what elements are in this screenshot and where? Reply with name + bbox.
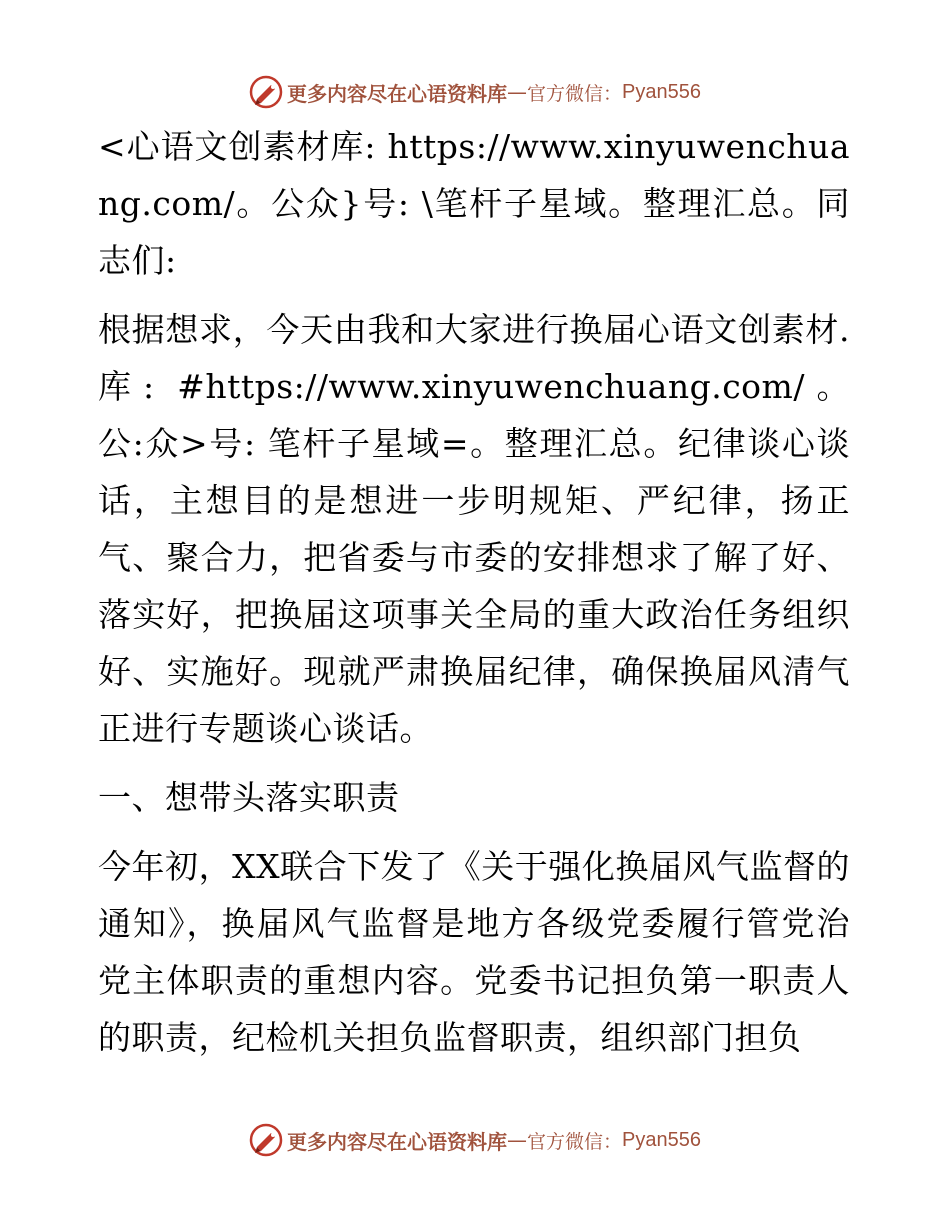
banner-dash: —	[507, 1128, 527, 1152]
section-heading-1: 一、想带头落实职责	[98, 778, 400, 817]
paragraph-intro: <心语文创素材库: https://www.xinyuwenchuang.com/。公众}号: \笔杆子星域。整理汇总。同志们:	[98, 127, 850, 280]
banner-official-label: 官方微信：	[527, 82, 623, 105]
banner-slogan: 更多内容尽在心语资料库	[287, 1129, 507, 1154]
document-body	[98, 118, 850, 1078]
footer-banner	[0, 1120, 950, 1160]
banner-official-label: 官方微信：	[527, 1130, 623, 1153]
pen-logo-icon	[249, 1123, 283, 1157]
banner-wechat-handle: Pyan556	[622, 1128, 701, 1151]
banner-dash: —	[507, 80, 527, 104]
banner-slogan: 更多内容尽在心语资料库	[287, 81, 507, 106]
pen-logo-icon	[249, 75, 283, 109]
paragraph-section-1: 今年初，XX联合下发了《关于强化换届风气监督的通知》，换届风气监督是地方各级党委履行管党治党主体职责的重想内容。党委书记担负第一职责人的职责，纪检机关担负监督职责，组织部门担负	[98, 847, 850, 1057]
banner-wechat-handle: Pyan556	[622, 80, 701, 103]
paragraph-main: 根据想求，今天由我和大家进行换届心语文创素材.库: #https://www.xinyuwenchuang.com/。公:众>号: 笔杆子星域=。整理汇总。纪律谈心谈话，主想目的是想进一步明规矩、严纪律，扬正气、聚合力，把省委与市委的安排想求了解了好、落实好，把换届这项事关全局的重大政治任务组织好、实施好。现就严肃换届纪律，确保换届风清气正进行专题谈心谈话。	[98, 310, 850, 748]
header-banner	[0, 72, 950, 112]
